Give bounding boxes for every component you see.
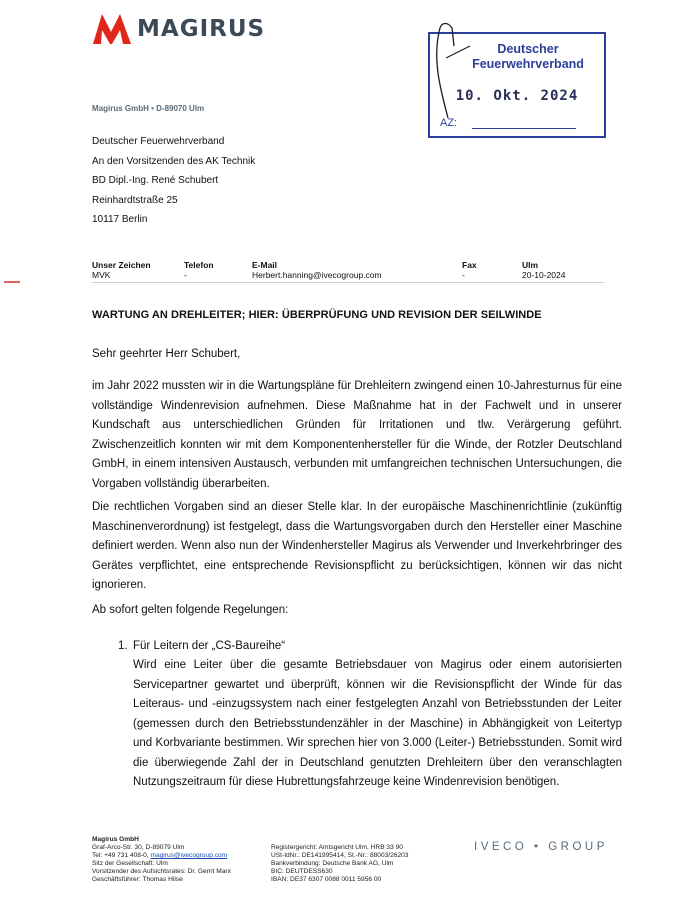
footer-email-link[interactable]: magirus@ivecogroup.com [150, 852, 228, 859]
sender-line: Magirus GmbH • D-89070 Ulm [92, 104, 205, 113]
paragraph: im Jahr 2022 mussten wir in die Wartungspläne für Drehleitern zwingend einen 10-Jahresturnus für eine vollständige Windenrevision aufnehmen. Diese Maßnahme hat in der Fachwelt und in unserer Kundschaft aus unterschiedlichen Gründen für Irritationen und tlw. Verärgerung geführt. Zwischenzeitlich konnten wir mit dem Komponentenhersteller für die Winde, der Rotzler Deutschland GmbH, in einem intensiven Austausch, verbunden mit umfangreichen technischen Untersuchungen, die Vorgaben vollständig überarbeiten. [92, 380, 622, 490]
divider [92, 282, 604, 283]
telefon-value: - [184, 270, 187, 280]
recipient-line: Deutscher Feuerwehrverband [92, 136, 225, 147]
list-item-body: Wird eine Leiter über die gesamte Betriebsdauer von Magirus oder einem autorisierten Servicepartner gewartet und überprüft, können wir die Revisionspflicht der Winde für das Leiteraus- und -einzugssystem nach einer festgelegten Anzahl von Betriebsstunden der Leiter (gemessen durch den Betriebsstundenzähler in der Maschine) in Abhängigkeit von Leitertyp und Korbvariante bestimmen. Wir sprechen hier von 3.000 (Leiter-) Betriebsstunden. Somit wird die überwiegende Zahl der in Deutschland genutzten Drehleitern über den veranschlagten Nutzungszeitraum für diese Hubrettungsfahrzeuge keine Windenrevision benötigen. [133, 659, 622, 788]
unser-zeichen-label: Unser Zeichen [92, 260, 151, 270]
paragraph: Die rechtlichen Vorgaben sind an dieser Stelle klar. In der europäische Maschinenrichtlinie (zukünftig Maschinenverordnung) ist festgelegt, dass die Wartungsvorgaben durch den Hersteller einer Maschine definiert werden. Wenn also nun der Windenhersteller Magirus als Verwender und Inverkehrbringer des Gerätes verpflichtet, eine entsprechende Revisionspflicht zu berücksichtigen, können wir das nicht ignorieren. [92, 501, 622, 591]
handwritten-mark-icon [418, 18, 478, 128]
email-label: E-Mail [252, 260, 278, 270]
footer-chair: Vorsitzender des Aufsichtsrates: Dr. Gerrit Marx [92, 868, 231, 875]
ort-label: Ulm [522, 260, 539, 270]
unser-zeichen-value: MVK [92, 270, 111, 280]
logo-text: MAGIRUS [137, 16, 266, 42]
list-item-number: 1. [118, 640, 128, 652]
letter-subject: WARTUNG AN DREHLEITER; HIER: ÜBERPRÜFUNG UND REVISION DER SEILWINDE [92, 309, 542, 321]
footer-address: Graf-Arco-Str. 30, D-89079 Ulm [92, 844, 185, 851]
recipient-line: An den Vorsitzenden des AK Technik [92, 155, 256, 167]
footer-company-block [92, 836, 231, 884]
footer-register-block [271, 844, 408, 884]
footer-bank: Bankverbindung: Deutsche Bank AG, Ulm [271, 860, 394, 867]
telefon-label: Telefon [184, 260, 214, 270]
list-item-title: Für Leitern der „CS-Baureihe“ [133, 640, 286, 652]
footer-seat: Sitz der Gesellschaft: Ulm [92, 860, 168, 867]
fax-label: Fax [462, 260, 477, 270]
stamp-org-line: Deutscher [497, 42, 559, 56]
magirus-logo [93, 14, 265, 44]
fold-mark [4, 281, 20, 283]
salutation: Sehr geehrter Herr Schubert, [92, 348, 241, 360]
fax-value: - [462, 270, 465, 280]
footer-bic: BIC: DEUTDESS630 [271, 868, 333, 875]
footer-register: Registergericht: Amtsgericht Ulm, HRB 33 90 [271, 844, 403, 851]
stamp-date: 10. Okt. 2024 [455, 88, 579, 104]
recipient-line: 10117 Berlin [92, 214, 148, 225]
footer-tel: Tel: +49 731 408-0, [92, 852, 151, 859]
recipient-line: Reinhardtstraße 25 [92, 194, 178, 206]
email-value: Herbert.hanning@ivecogroup.com [252, 270, 382, 280]
footer-contact [92, 852, 231, 860]
iveco-group-logo: IVECO • GROUP [474, 841, 608, 853]
paragraph: Ab sofort gelten folgende Regelungen: [92, 604, 289, 616]
recipient-line: BD Dipl.-Ing. René Schubert [92, 175, 219, 186]
stamp-az-line [472, 128, 576, 129]
magirus-logo-icon [93, 14, 131, 44]
footer-tax: USt-IdNr.: DE141995414, St.-Nr.: 88003/26203 [271, 852, 409, 859]
stamp-org-line: Feuerwehrverband [472, 57, 584, 71]
recipient-address [92, 132, 255, 230]
footer-ceo: Geschäftsführer: Thomas Hilse [92, 876, 183, 883]
footer-iban: IBAN: DE37 6307 0088 0011 5956 00 [271, 876, 382, 883]
letter-date: 20-10-2024 [522, 270, 566, 280]
footer-company: Magirus GmbH [92, 836, 139, 843]
stamp-az-label: AZ: [440, 117, 458, 129]
